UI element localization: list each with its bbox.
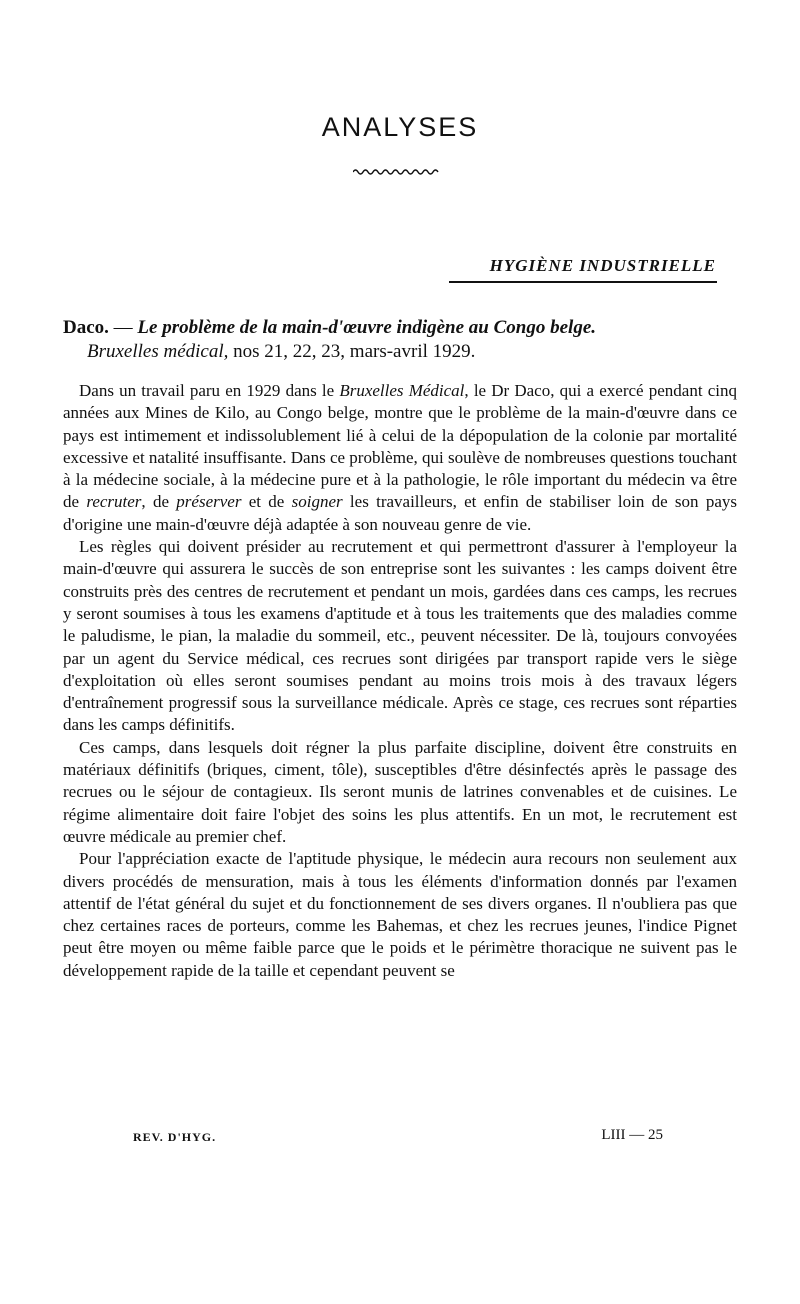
page-title: ANALYSES <box>321 112 479 142</box>
p1-text-e: les travailleurs, et enfin de stabiliser loin de son pays d'origine une main-d'œuvre déjà adaptée à son nouveau genre de vie. <box>63 492 738 534</box>
p1-text-c: , de <box>141 492 177 512</box>
reference-author: Daco. <box>63 317 109 338</box>
wavy-ornament <box>353 168 439 176</box>
p1-text-d: et de <box>241 492 292 512</box>
p1-text-b: , le Dr Daco, qui a exercé pendant cinq années aux Mines de Kilo, au Congo belge, montre que le problème de la main-d'œuvre dans ce pays est intimement et indissolublement lié à celui de la dépopulation de la colonie par mortalité excessive et natalité insuffisante. Dans ce problème, qui soulève de nombreuses questions touchant à la médecine sociale, à la médecine pure et à la pathologie, le rôle important du médecin va être de <box>63 381 737 512</box>
paragraph-2: Les règles qui doivent présider au recrutement et qui permettront d'assurer à l'employeur la main-d'œuvre qui assurera le succès de son entreprise sont les suivantes : les camps doivent être construits près des centres de recrutement et pendant un mois, gardées dans ces camps, les recrues y seront soumises à tous les examens d'aptitude et à tous les traitements que des maladies comme le paludisme, le pian, la maladie du sommeil, etc., peuvent nécessiter. De là, toujours convoyées par un agent du Service médical, ces recrues sont dirigées par transport rapide vers le siège d'exploitation où elles seront soumises pendant au moins trois mois à des travaux légers d'entraînement progressif sous la surveillance médicale. Après ce stage, ces recrues sont réparties dans les camps définitifs. <box>63 537 737 735</box>
paragraph-4: Pour l'appréciation exacte de l'aptitude physique, le médecin aura recours non seulement aux divers procédés de mensuration, mais à tous les éléments d'information donnés par l'examen attentif de l'état général du sujet et du fonctionnement de ses divers organes. Il n'oubliera pas que chez certaines races de porteurs, comme les Bahemas, et chez les recrues jeunes, l'indice Pignet peut être moyen ou même faible parce que le poids et le périmètre thoracique ne suivent pas le développement rapide de la taille et cependant peuvent se <box>63 849 737 980</box>
section-heading: HYGIÈNE INDUSTRIELLE <box>489 256 716 275</box>
p1-journal: Bruxelles Médical <box>339 381 465 400</box>
footer-journal: REV. D'HYG. <box>133 1130 217 1144</box>
reference-issues: nos 21, 22, 23, mars-avril 1929. <box>228 341 476 362</box>
reference-line-1 <box>63 316 743 340</box>
reference-dash: — <box>108 317 138 338</box>
paragraph-3: Ces camps, dans lesquels doit régner la plus parfaite discipline, doivent être construits en matériaux définitifs (briques, ciment, tôle), susceptibles d'être désinfectés après le passage des recrues ou le séjour de contagieux. Ils seront munis de latrines convenables et de cuisines. Le régime alimentaire doit faire l'objet des soins les plus attentifs. En un mot, le recrutement est œuvre médicale au premier chef. <box>63 737 737 846</box>
p1-preserver: préserver <box>176 492 242 512</box>
p1-recruter: recruter <box>86 492 142 512</box>
reference-journal: Bruxelles médical, <box>87 341 229 362</box>
reference-line-2 <box>63 340 743 364</box>
article-body <box>63 380 737 982</box>
section-rule <box>449 281 717 283</box>
bibliographic-reference <box>63 316 743 364</box>
paragraph-1 <box>63 380 737 536</box>
footer-page-number: LIII — 25 <box>601 1127 663 1143</box>
p1-soigner: soigner <box>291 492 343 512</box>
reference-title: Le problème de la main-d'œuvre indigène au Congo belge. <box>137 317 597 338</box>
p1-text-a: Dans un travail paru en 1929 dans le <box>79 381 340 400</box>
